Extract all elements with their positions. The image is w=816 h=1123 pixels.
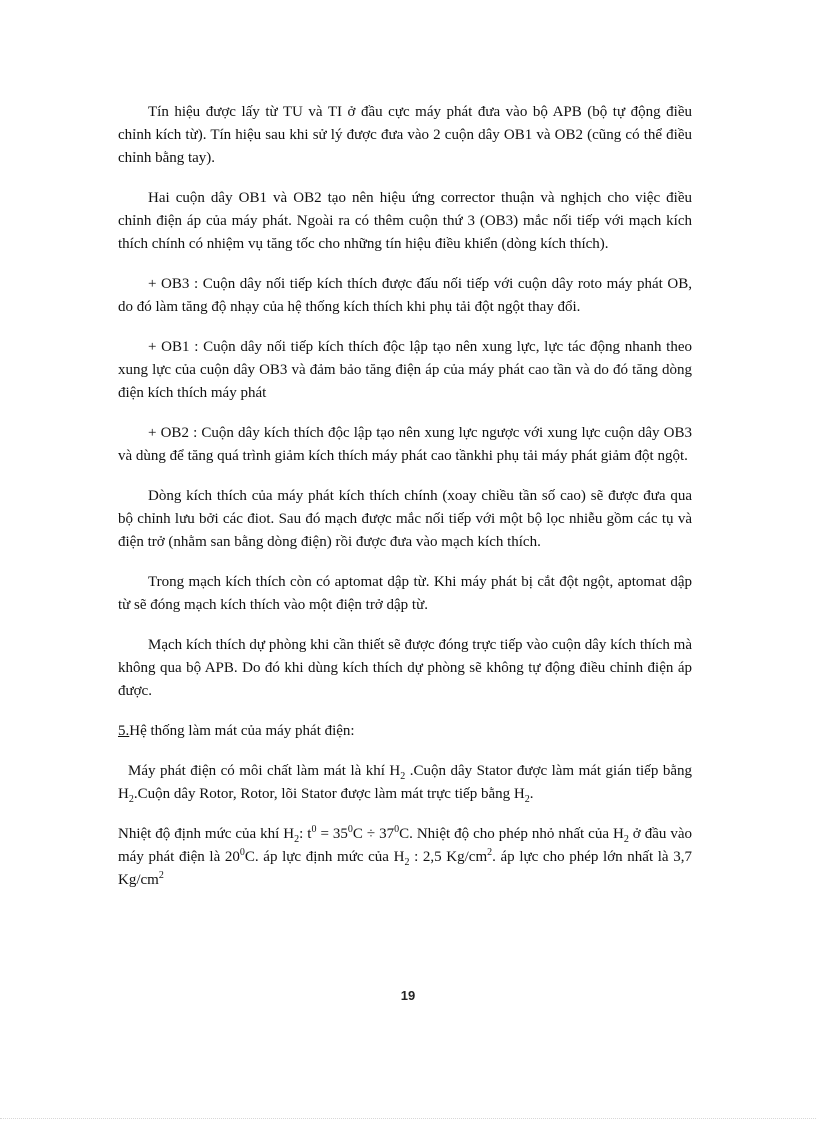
superscript: 2	[158, 870, 164, 881]
text-run: Nhiệt độ định mức của khí H	[118, 826, 295, 842]
text-run: . áp lực cho phép lớn nhất là 3,7 Kg/cm	[118, 849, 692, 888]
superscript: 0	[311, 824, 317, 835]
text-run: .Cuộn dây Stator được làm mát gián tiếp bằng H	[118, 763, 692, 802]
text-run: C. áp lực định mức của H	[244, 849, 405, 865]
paragraph-ob1-ob2: Hai cuộn dây OB1 và OB2 tạo nên hiệu ứng corrector thuận và nghịch cho việc điều chỉnh điện áp của máy phát. Ngoài ra có thêm cuộn thứ 3 (OB3) mắc nối tiếp với mạch kích thích chính có nhiệm vụ tăng tốc cho những tín hiệu điều khiển (dòng kích thích).	[118, 190, 692, 252]
paragraph-ob3: + OB3 : Cuộn dây nối tiếp kích thích được đấu nối tiếp với cuộn dây roto máy phát OB, do đó làm tăng độ nhạy của hệ thống kích thích khi phụ tải đột ngột thay đổi.	[118, 276, 692, 315]
subscript: 2	[294, 834, 300, 845]
superscript: 0	[239, 847, 245, 858]
paragraph-backup-excitation: Mạch kích thích dự phòng khi cần thiết sẽ được đóng trực tiếp vào cuộn dây kích thích mà không qua bộ APB. Do đó khi dùng kích thích dự phòng sẽ không tự động điều chỉnh điện áp được.	[118, 637, 692, 699]
superscript: 0	[394, 824, 400, 835]
paragraph-cooling-ratings	[118, 823, 692, 892]
section-title: Hệ thống làm mát của máy phát điện:	[129, 723, 355, 739]
subscript: 2	[404, 857, 410, 868]
page-number: 19	[400, 988, 416, 1003]
text-run: Máy phát điện có môi chất làm mát là khí H	[128, 763, 401, 779]
text-run: C. Nhiệt độ cho phép nhỏ nhất của H	[399, 826, 624, 842]
text-run: .Cuộn dây Rotor, Rotor, lõi Stator được làm mát trực tiếp bằng H	[133, 786, 525, 802]
superscript: 0	[347, 824, 353, 835]
paragraph-ob1: + OB1 : Cuộn dây nối tiếp kích thích độc lập tạo nên xung lực, lực tác động nhanh theo xung lực của cuộn dây OB3 và đảm bảo tăng điện áp của máy phát cao tần và do đó tăng dòng điện kích thích máy phát	[118, 339, 692, 401]
text-run: C ÷ 37	[352, 826, 395, 842]
section-heading	[118, 720, 692, 743]
paragraph-signal-source: Tín hiệu được lấy từ TU và TI ở đầu cực máy phát đưa vào bộ APB (bộ tự động điều chỉnh kích từ). Tín hiệu sau khi sử lý được đưa vào 2 cuộn dây OB1 và OB2 (cũng có thể điều chỉnh bằng tay).	[118, 104, 692, 166]
subscript: 2	[623, 834, 629, 845]
text-run: : t	[299, 826, 312, 842]
page-body	[118, 101, 692, 909]
text-run: : 2,5 Kg/cm	[409, 849, 488, 865]
text-run: ở đầu vào máy phát điện là 20	[118, 826, 692, 865]
paragraph-aptomat: Trong mạch kích thích còn có aptomat dập từ. Khi máy phát bị cắt đột ngột, aptomat dập từ sẽ đóng mạch kích thích vào một điện trở dập từ.	[118, 574, 692, 613]
subscript: 2	[524, 794, 530, 805]
text-run: .	[529, 786, 534, 802]
section-number: 5.	[118, 723, 130, 739]
superscript: 2	[487, 847, 493, 858]
paragraph-rectifier: Dòng kích thích của máy phát kích thích chính (xoay chiều tần số cao) sẽ được đưa qua bộ chỉnh lưu bởi các điot. Sau đó mạch được mắc nối tiếp với một bộ lọc nhiễu gồm các tụ và điện trở (nhằm san bằng dòng điện) rồi được đưa vào mạch kích thích.	[118, 488, 692, 550]
subscript: 2	[400, 771, 406, 782]
paragraph-cooling-medium	[118, 760, 692, 806]
page-bottom-divider	[0, 1118, 816, 1119]
subscript: 2	[128, 794, 134, 805]
text-run: = 35	[316, 826, 348, 842]
paragraph-ob2: + OB2 : Cuộn dây kích thích độc lập tạo nên xung lực ngược với xung lực cuộn dây OB3 và dùng để tăng quá trình giảm kích thích máy phát cao tầnkhi phụ tải máy phát giảm đột ngột.	[118, 425, 692, 464]
